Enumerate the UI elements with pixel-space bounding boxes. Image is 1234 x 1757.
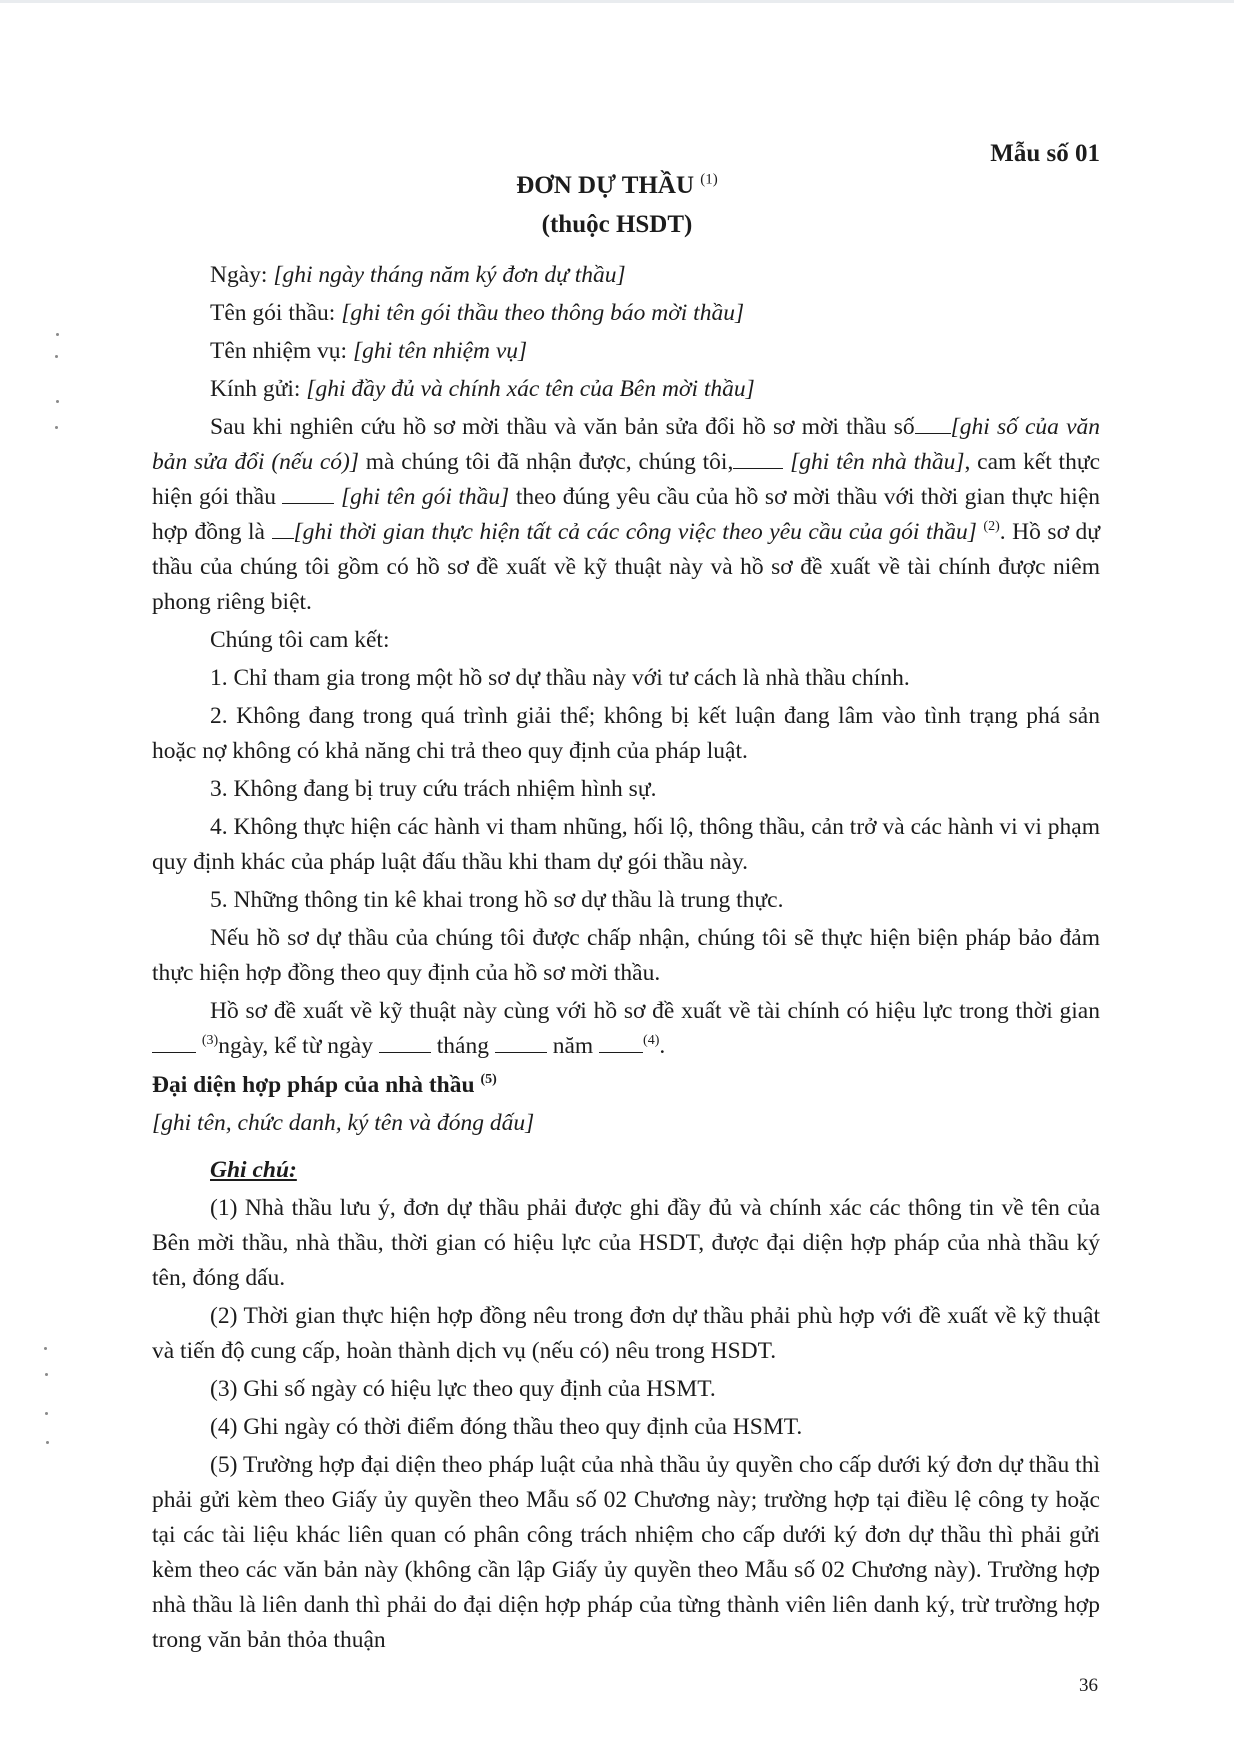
placeholder-text: [ghi tên nhà thầu] <box>790 449 965 475</box>
field-task-name <box>152 334 1100 369</box>
bid-statement-paragraph <box>152 410 1100 620</box>
page-number: 36 <box>1079 1675 1098 1696</box>
note-item: (2) Thời gian thực hiện hợp đồng nêu trong đơn dự thầu phải phù hợp với đề xuất về kỹ thuật và tiến độ cung cấp, hoàn thành dịch vụ (nếu có) nêu trong HSDT. <box>152 1303 1100 1364</box>
text-run: ngày, kể từ ngày <box>218 1033 373 1059</box>
note-item: (3) Ghi số ngày có hiệu lực theo quy định của HSMT. <box>210 1376 716 1402</box>
field-value: [ghi tên gói thầu theo thông báo mời thầu] <box>341 300 745 326</box>
commitment-item: 4. Không thực hiện các hành vi tham nhũng, hối lộ, thông thầu, cản trở và các hành vi vi phạm quy định khác của pháp luật đấu thầu khi tham dự gói thầu này. <box>152 814 1100 875</box>
document-subtitle: (thuộc HSDT) <box>541 211 693 238</box>
footnote-marker: (3) <box>201 1033 219 1049</box>
commitment-item: 3. Không đang bị truy cứu trách nhiệm hình sự. <box>210 776 657 802</box>
field-label: Kính gửi: <box>210 376 307 402</box>
commitment-item: 2. Không đang trong quá trình giải thể; không bị kết luận đang lâm vào tình trạng phá sản hoặc nợ không có khả năng chi trả theo quy định của pháp luật. <box>152 703 1100 764</box>
title-footnote-marker: (1) <box>700 171 718 188</box>
scan-edge <box>0 0 1234 3</box>
footnote-marker: (5) <box>480 1072 497 1088</box>
footnote-marker: (4) <box>643 1033 660 1049</box>
text-run: theo đúng yêu cầu của hồ sơ mời thầu với thời gian thực hiện hợp đồng là <box>152 484 1101 545</box>
commitment-item: 5. Những thông tin kê khai trong hồ sơ dự thầu là trung thực. <box>210 887 784 913</box>
note-item: (5) Trường hợp đại diện theo pháp luật của nhà thầu ủy quyền cho cấp dưới ký đơn dự thầu thì phải gửi kèm theo Giấy ủy quyền theo Mẫu số 02 Chương này; trường hợp tại điều lệ công ty hoặc tại các tài liệu khác liên quan có phân công trách nhiệm cho cấp dưới ký đơn dự thầu thì phải gửi kèm theo các văn bản này (không cần lập Giấy ủy quyền theo Mẫu số 02 Chương này). Trường hợp nhà thầu là liên danh thì phải do đại diện hợp pháp của từng thành viên liên danh ký, trừ trường hợp trong văn bản thỏa thuận <box>152 1452 1100 1653</box>
document-body <box>152 258 1100 1661</box>
text-run: . Hồ sơ dự thầu của chúng tôi gồm có hồ sơ đề xuất về kỹ thuật này và hồ sơ đề xuất về tài chính được niêm phong riêng biệt. <box>152 519 1101 615</box>
note-item: (4) Ghi ngày có thời điểm đóng thầu theo quy định của HSMT. <box>210 1414 803 1440</box>
commitment-item: 1. Chỉ tham gia trong một hồ sơ dự thầu này với tư cách là nhà thầu chính. <box>210 665 910 691</box>
title-text: ĐƠN DỰ THẦU <box>516 172 695 199</box>
blank-line <box>599 1032 643 1053</box>
placeholder-text: [ghi tên gói thầu] <box>340 484 510 510</box>
placeholder-text: [ghi số của văn bản sửa đổi (nếu có)] <box>152 414 1101 475</box>
field-label: Ngày: <box>210 262 274 288</box>
signature-instruction: [ghi tên, chức danh, ký tên và đóng dấu] <box>152 1110 535 1136</box>
blank-line <box>379 1032 431 1053</box>
signature-title <box>152 1068 1100 1103</box>
validity-paragraph <box>152 994 1100 1064</box>
text-run: Hồ sơ đề xuất về kỹ thuật này cùng với hồ sơ đề xuất về tài chính có hiệu lực trong thời gian <box>210 998 1100 1024</box>
note-item: (1) Nhà thầu lưu ý, đơn dự thầu phải được ghi đầy đủ và chính xác các thông tin về tên của Bên mời thầu, nhà thầu, thời gian có hiệu lực của HSDT, được đại diện hợp pháp của nhà thầu ký tên, đóng dấu. <box>152 1195 1100 1291</box>
placeholder-text: [ghi thời gian thực hiện tất cả các công việc theo yêu cầu của gói thầu] <box>293 519 977 545</box>
text-run: Sau khi nghiên cứu hồ sơ mời thầu và văn bản sửa đổi hồ sơ mời thầu số <box>210 414 915 440</box>
field-label: Tên gói thầu: <box>210 300 342 326</box>
text-run: tháng <box>436 1033 489 1059</box>
blank-line <box>282 483 334 504</box>
form-number: Mẫu số 01 <box>990 140 1100 167</box>
field-label: Tên nhiệm vụ: <box>210 338 353 364</box>
blank-line <box>915 413 951 434</box>
text-run: năm <box>552 1033 594 1059</box>
field-package-name <box>152 296 1100 331</box>
blank-line <box>152 1032 196 1053</box>
field-recipient <box>152 372 1100 407</box>
field-value: [ghi đầy đủ và chính xác tên của Bên mời thầu] <box>306 376 755 402</box>
document-title <box>0 172 1234 200</box>
blank-line <box>733 448 783 469</box>
blank-line <box>272 518 294 539</box>
signature-title-text: Đại diện hợp pháp của nhà thầu <box>152 1072 475 1098</box>
text-run: . <box>659 1033 666 1059</box>
text-run: , cam kết thực hiện gói thầu <box>152 449 1101 510</box>
footnote-marker: (2) <box>983 519 1000 535</box>
field-date <box>152 258 1100 293</box>
notes-heading: Ghi chú: <box>210 1157 297 1183</box>
text-run: mà chúng tôi đã nhận được, chúng tôi, <box>359 449 734 475</box>
commitment-intro: Chúng tôi cam kết: <box>210 627 390 653</box>
field-value: [ghi tên nhiệm vụ] <box>352 338 528 364</box>
acceptance-paragraph: Nếu hồ sơ dự thầu của chúng tôi được chấp nhận, chúng tôi sẽ thực hiện biện pháp bảo đảm thực hiện hợp đồng theo quy định của hồ sơ mời thầu. <box>152 925 1100 986</box>
field-value: [ghi ngày tháng năm ký đơn dự thầu] <box>273 262 626 288</box>
blank-line <box>495 1032 547 1053</box>
